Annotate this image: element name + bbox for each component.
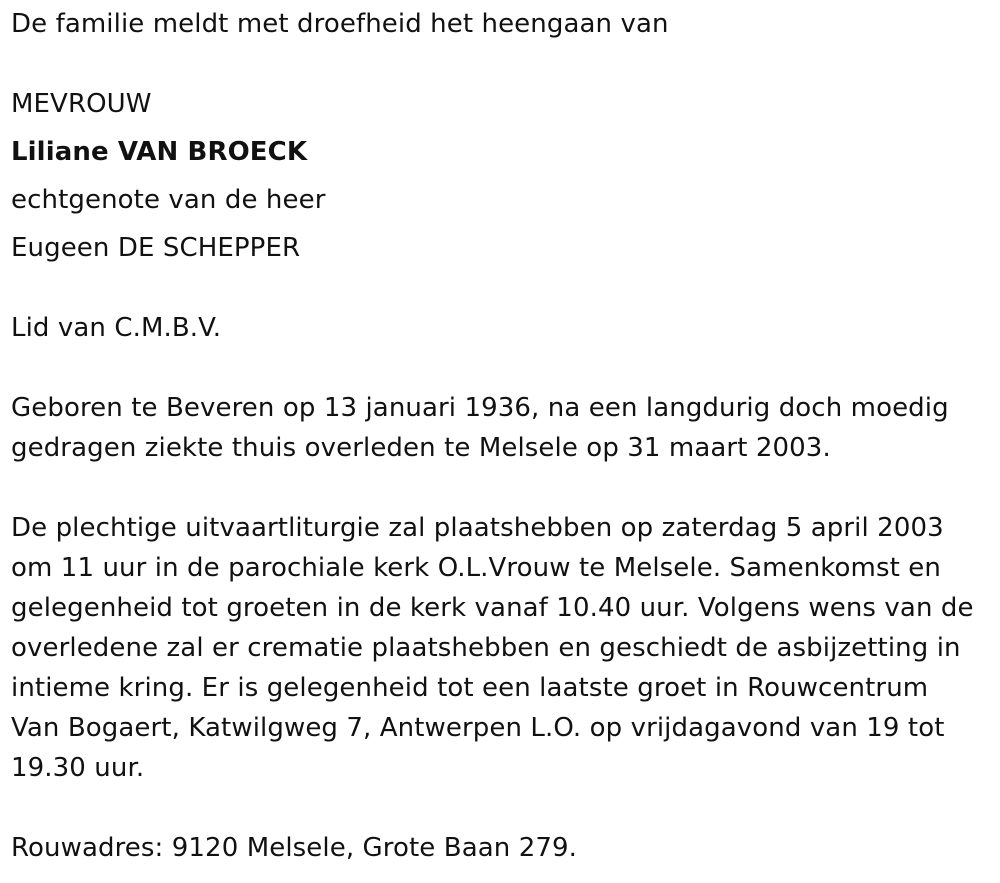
birth-death-line-2: gedragen ziekte thuis overleden te Melsele op 31 maart 2003. xyxy=(11,433,831,463)
funeral-line-3: gelegenheid tot groeten in de kerk vanaf 10.40 uur. Volgens wens van de xyxy=(11,593,974,623)
honorific-title: MEVROUW xyxy=(11,89,152,119)
intro-text: De familie meldt met droefheid het heengaan van xyxy=(11,9,669,39)
funeral-line-1: De plechtige uitvaartliturgie zal plaatshebben op zaterdag 5 april 2003 xyxy=(11,513,944,543)
spouse-relation: echtgenote van de heer xyxy=(11,185,326,215)
mourning-address: Rouwadres: 9120 Melsele, Grote Baan 279. xyxy=(11,833,578,863)
funeral-line-7: 19.30 uur. xyxy=(11,753,145,783)
funeral-line-4: overledene zal er crematie plaatshebben en geschiedt de asbijzetting in xyxy=(11,633,961,663)
birth-death-line-1: Geboren te Beveren op 13 januari 1936, na een langdurig doch moedig xyxy=(11,393,949,423)
deceased-name: Liliane VAN BROECK xyxy=(11,137,308,167)
spouse-name: Eugeen DE SCHEPPER xyxy=(11,233,301,263)
membership-text: Lid van C.M.B.V. xyxy=(11,313,222,343)
funeral-line-2: om 11 uur in de parochiale kerk O.L.Vrouw te Melsele. Samenkomst en xyxy=(11,553,941,583)
funeral-line-5: intieme kring. Er is gelegenheid tot een laatste groet in Rouwcentrum xyxy=(11,673,929,703)
funeral-line-6: Van Bogaert, Katwilgweg 7, Antwerpen L.O. op vrijdagavond van 19 tot xyxy=(11,713,945,743)
